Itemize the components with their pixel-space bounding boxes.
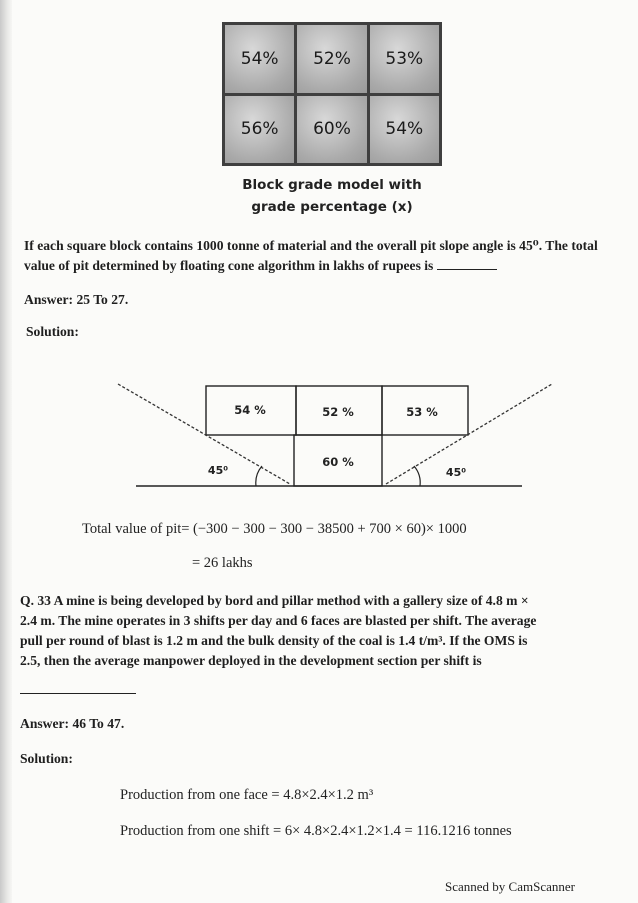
grade-cell: 60%	[297, 96, 366, 164]
grade-cell: 53%	[370, 25, 439, 93]
figure-caption-line2: grade percentage (x)	[251, 199, 413, 215]
result-value: = 26 lakhs	[192, 555, 253, 571]
answer-33: Answer: 46 To 47.	[20, 716, 125, 731]
diagram-block-label: 60 %	[322, 455, 354, 469]
grade-cell: 56%	[225, 96, 294, 164]
figure-caption-line1: Block grade model with	[242, 177, 422, 193]
question-32-text: If each square block contains 1000 tonne of material and the overall pit slope angle is 45⁰. The total value of pit determined by floating cone algorithm in lakhs of rupees is	[24, 238, 598, 273]
grade-cell: 54%	[225, 25, 294, 93]
block-grade-model	[222, 22, 442, 166]
answer-blank	[20, 693, 136, 694]
answer-blank	[437, 257, 497, 270]
scanner-watermark: Scanned by CamScanner	[445, 879, 575, 894]
production-per-face-equation: Production from one face = 4.8×2.4×1.2 m³	[120, 787, 374, 803]
solution-33-label: Solution:	[20, 751, 73, 766]
solution-32-label: Solution:	[26, 324, 79, 339]
grade-cell: 52%	[297, 25, 366, 93]
diagram-block-label: 53 %	[406, 405, 438, 419]
answer-32: Answer: 25 To 27.	[24, 292, 129, 307]
angle-label-right: 45⁰	[445, 466, 467, 479]
total-value-equation: Total value of pit= (−300 − 300 − 300 − 38500 + 700 × 60)× 1000	[82, 521, 467, 537]
pit-diagram	[0, 378, 638, 503]
grade-cell: 54%	[370, 96, 439, 164]
question-33-text: Q. 33 A mine is being developed by bord and pillar method with a gallery size of 4.8 m × 2.4 m. The mine operates in 3 shifts per day and 6 faces are blasted per shift. The average pull per round of blast is 1.2 m and the bulk density of the coal is 1.4 t/m³. If the OMS is 2.5, then the average manpower deployed in the development section per shift is	[20, 593, 537, 668]
production-per-shift-equation: Production from one shift = 6× 4.8×2.4×1.2×1.4 = 116.1216 tonnes	[120, 823, 512, 839]
diagram-block-label: 52 %	[322, 405, 354, 419]
angle-label-left: 45⁰	[207, 464, 229, 477]
diagram-block-label: 54 %	[234, 403, 266, 417]
